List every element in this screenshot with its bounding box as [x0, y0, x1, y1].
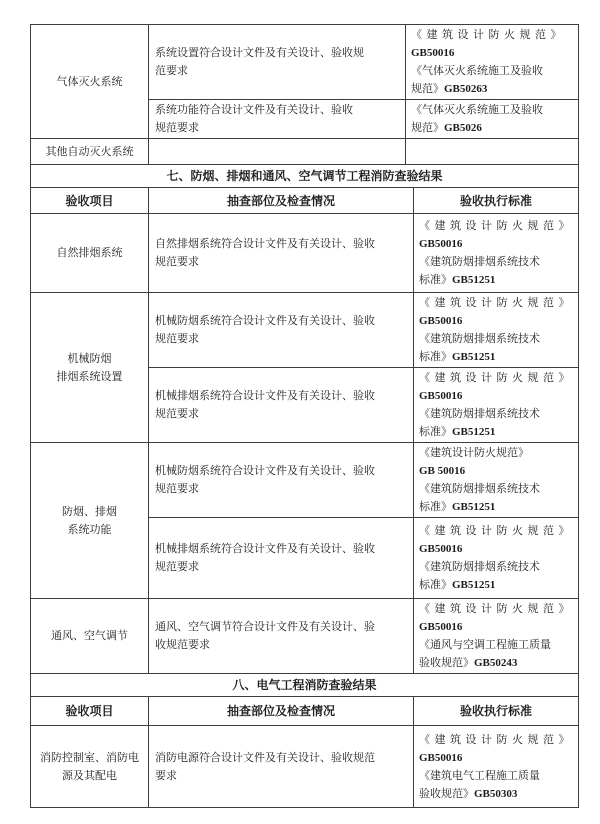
standard-line: 《建筑设计防火规范》 [419, 447, 529, 459]
check-line: 系统设置符合设计文件及有关设计、验收规 [155, 47, 364, 59]
column-header-row [31, 697, 579, 726]
item-label: 自然排烟系统 [56, 247, 123, 259]
item-label: 机械防烟 [67, 352, 112, 365]
standard-line: 《建筑防烟排烟系统技术 [419, 483, 540, 495]
item-cell-ventilation-air-conditioning [31, 599, 149, 674]
item-label: 气体灭火系统 [56, 75, 123, 88]
standard-cell [414, 293, 579, 368]
standard-line: GB50016 [419, 621, 463, 633]
table-row [31, 599, 579, 674]
table-row [31, 139, 579, 165]
column-header-item: 验收项目 [31, 188, 149, 214]
item-cell-natural-smoke-exhaust [31, 214, 149, 293]
empty-check-cell [149, 139, 406, 165]
section8-table [30, 673, 579, 808]
standard-cell [414, 368, 579, 443]
standard-cell [406, 25, 579, 100]
standard-cell [414, 518, 579, 599]
check-cell [149, 726, 414, 808]
standard-line: GB50016 [411, 47, 455, 59]
standard-line: GB50016 [419, 315, 463, 327]
check-line: 规范要求 [155, 256, 199, 268]
item-label: 系统功能 [67, 523, 112, 536]
item-label: 防烟、排烟 [62, 505, 117, 518]
empty-standard-cell [406, 139, 579, 165]
standard-line: 《气体灭火系统施工及验收 [411, 65, 543, 77]
check-line: 规范要求 [155, 408, 199, 420]
check-line: 机械排烟系统符合设计文件及有关设计、验收 [155, 390, 375, 402]
table-row [31, 443, 579, 518]
standard-line: 《建筑防烟排烟系统技术 [419, 408, 540, 420]
column-header-check: 抽查部位及检查情况 [149, 697, 414, 726]
check-line: 规范要求 [155, 333, 199, 345]
section-header-row [31, 165, 579, 188]
standard-line: 标准》GB51251 [419, 274, 496, 286]
check-line: 系统功能符合设计文件及有关设计、验收 [155, 104, 353, 116]
check-line: 消防电源符合设计文件及有关设计、验收规范 [155, 751, 375, 764]
item-label: 排烟系统设置 [56, 370, 123, 383]
standard-line: 《气体灭火系统施工及验收 [411, 104, 543, 116]
check-cell [149, 100, 406, 139]
standard-cell [414, 599, 579, 674]
check-line: 规范要求 [155, 561, 199, 573]
check-cell [149, 25, 406, 100]
standard-line: 《建筑防烟排烟系统技术 [419, 256, 540, 268]
check-line: 范要求 [155, 65, 188, 77]
check-cell [149, 599, 414, 674]
table-row [31, 25, 579, 100]
standard-line: GB50016 [419, 543, 463, 555]
column-header-standard: 验收执行标准 [414, 697, 579, 726]
check-cell [149, 443, 414, 518]
standard-line: 《建筑设计防火规范》 [419, 220, 574, 232]
gas-system-table [30, 24, 579, 165]
standard-line: 规范》GB5026 [411, 122, 482, 134]
check-line: 通风、空气调节符合设计文件及有关设计、验 [155, 621, 375, 633]
section8-title: 八、电气工程消防查验结果 [31, 674, 579, 697]
standard-cell [414, 443, 579, 518]
standard-line: GB 50016 [419, 465, 466, 477]
check-cell [149, 368, 414, 443]
standard-line: 规范》GB50263 [411, 83, 488, 95]
check-cell [149, 214, 414, 293]
standard-line: 验收规范》GB50243 [419, 657, 518, 669]
standard-cell [414, 214, 579, 293]
standard-line: GB50016 [419, 751, 463, 764]
standard-line: 《建筑防烟排烟系统技术 [419, 561, 540, 573]
column-header-item: 验收项目 [31, 697, 149, 726]
standard-line: 标准》GB51251 [419, 579, 496, 591]
standard-line: 《建筑设计防火规范》 [419, 525, 574, 537]
check-line: 自然排烟系统符合设计文件及有关设计、验收 [155, 238, 375, 250]
standard-line: 验收规范》GB50303 [419, 787, 518, 800]
item-cell-other-auto-system [31, 139, 149, 165]
item-label: 消防控制室、消防电 [40, 751, 139, 764]
check-cell [149, 518, 414, 599]
table-row [31, 293, 579, 368]
standard-line: 《建筑防烟排烟系统技术 [419, 333, 540, 345]
standard-cell [414, 726, 579, 808]
item-cell-mechanical-smoke-system-setup [31, 293, 149, 443]
table-row [31, 214, 579, 293]
item-cell-fire-control-room-power [31, 726, 149, 808]
item-cell-smoke-system-function [31, 443, 149, 599]
column-header-row [31, 188, 579, 214]
item-label: 源及其配电 [62, 769, 117, 782]
column-header-check: 抽查部位及检查情况 [149, 188, 414, 214]
standard-line: 《建筑设计防火规范》 [419, 603, 574, 615]
column-header-standard: 验收执行标准 [414, 188, 579, 214]
section7-title: 七、防烟、排烟和通风、空气调节工程消防查验结果 [31, 165, 579, 188]
standard-line: 标准》GB51251 [419, 501, 496, 513]
check-line: 机械防烟系统符合设计文件及有关设计、验收 [155, 465, 375, 477]
section7-table [30, 164, 579, 674]
check-line: 收规范要求 [155, 639, 210, 651]
document-page [30, 24, 578, 808]
item-cell-gas-system [31, 25, 149, 139]
standard-line: 《建筑电气工程施工质量 [419, 769, 540, 782]
standard-line: 《建筑设计防火规范》 [419, 372, 574, 384]
check-line: 机械排烟系统符合设计文件及有关设计、验收 [155, 543, 375, 555]
section-header-row [31, 674, 579, 697]
check-line: 规范要求 [155, 483, 199, 495]
table-row [31, 726, 579, 808]
standard-cell [406, 100, 579, 139]
item-label: 其他自动灭火系统 [45, 145, 134, 158]
standard-line: 《建筑设计防火规范》 [411, 29, 566, 41]
standard-line: GB50016 [419, 390, 463, 402]
standard-line: 标准》GB51251 [419, 351, 496, 363]
item-label: 通风、空气调节 [51, 630, 128, 642]
check-line: 要求 [155, 769, 177, 782]
check-cell [149, 293, 414, 368]
check-line: 规范要求 [155, 122, 199, 134]
standard-line: 标准》GB51251 [419, 426, 496, 438]
standard-line: 《通风与空调工程施工质量 [419, 639, 551, 651]
standard-line: 《建筑设计防火规范》 [419, 297, 574, 309]
check-line: 机械防烟系统符合设计文件及有关设计、验收 [155, 315, 375, 327]
standard-line: GB50016 [419, 238, 463, 250]
standard-line: 《建筑设计防火规范》 [419, 733, 574, 746]
